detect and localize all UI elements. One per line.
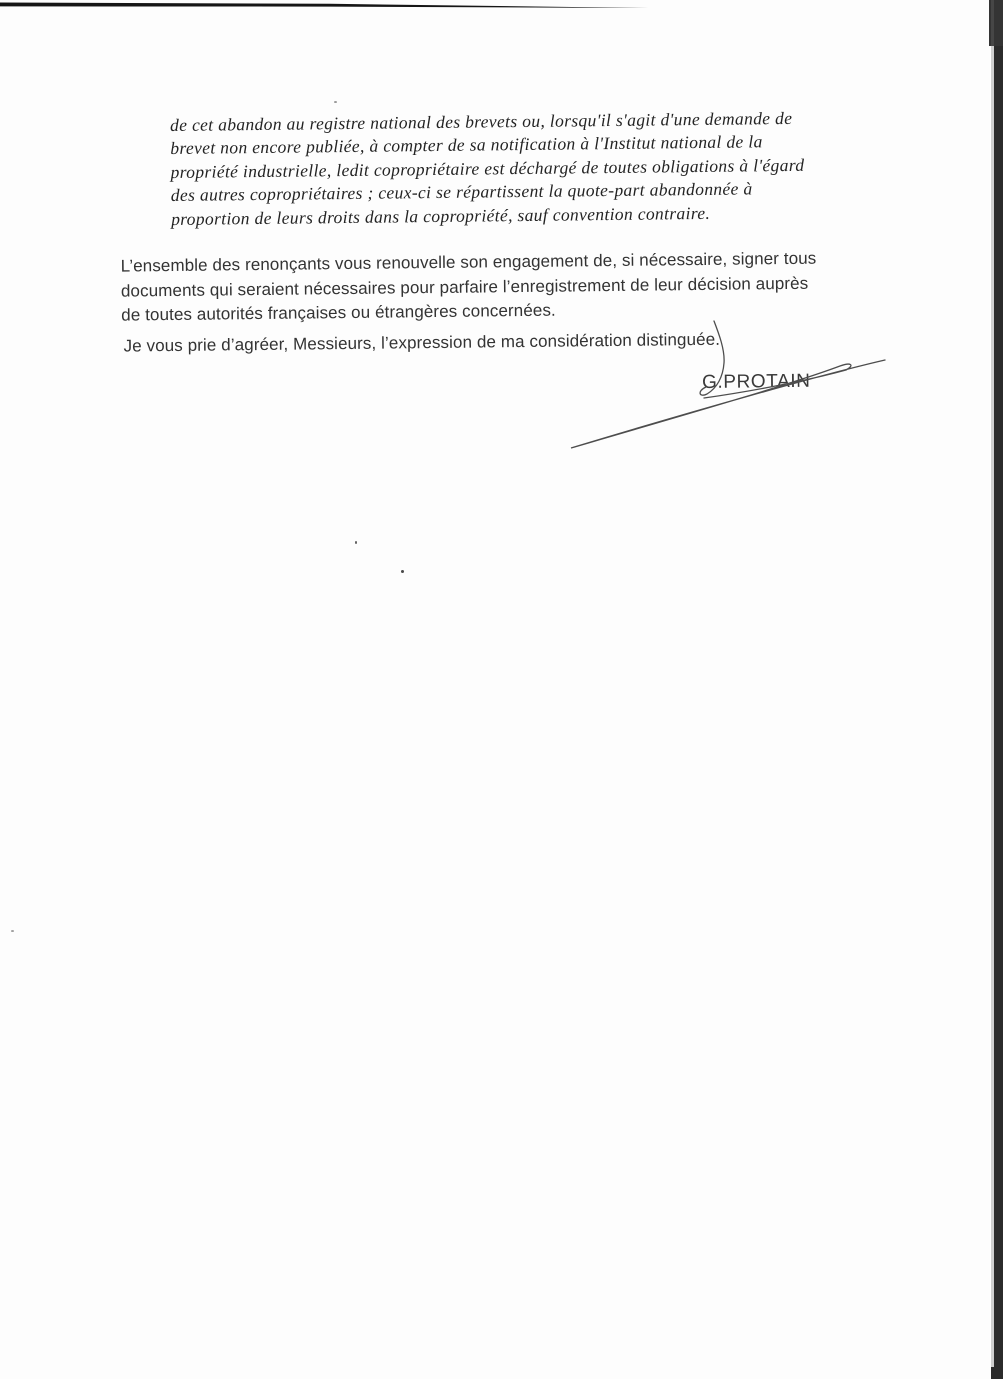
body-line: L’ensemble des renonçants vous renouvelle son engagement de, si nécessaire, signer tous — [120, 248, 817, 276]
scan-right-edge-band — [994, 0, 1003, 1379]
body-line: de toutes autorités françaises ou étrangères concernées. — [121, 300, 556, 325]
quote-line: proportion de leurs droits dans la copropriété, sauf convention contraire. — [171, 202, 711, 229]
quote-line: brevet non encore publiée, à compter de sa notification à l'Institut national de la — [170, 131, 763, 159]
quote-line: des autres copropriétaires ; ceux-ci se répartissent la quote-part abandonnée à — [170, 178, 753, 206]
closing-salutation: Je vous prie d’agréer, Messieurs, l’expression de ma considération distinguée. — [123, 329, 721, 356]
quoted-legal-paragraph — [170, 106, 871, 231]
scan-speck — [334, 101, 337, 103]
scan-speck — [11, 930, 14, 932]
signature-name: G.PROTAIN — [701, 370, 811, 393]
scan-right-edge-band-bottom — [991, 1367, 1003, 1379]
scan-speck — [355, 541, 357, 544]
scan-speck — [401, 570, 404, 573]
scan-right-edge-shadow — [991, 0, 994, 1379]
body-line: documents qui seraient nécessaires pour parfaire l’enregistrement de leur décision auprès — [120, 273, 809, 301]
body-paragraph — [121, 246, 902, 328]
quote-line: propriété industrielle, ledit copropriétaire est déchargé de toutes obligations à l'égard — [170, 154, 805, 182]
quote-line: de cet abandon au registre national des brevets ou, lorsqu'il s'agit d'une demande de — [169, 107, 793, 135]
